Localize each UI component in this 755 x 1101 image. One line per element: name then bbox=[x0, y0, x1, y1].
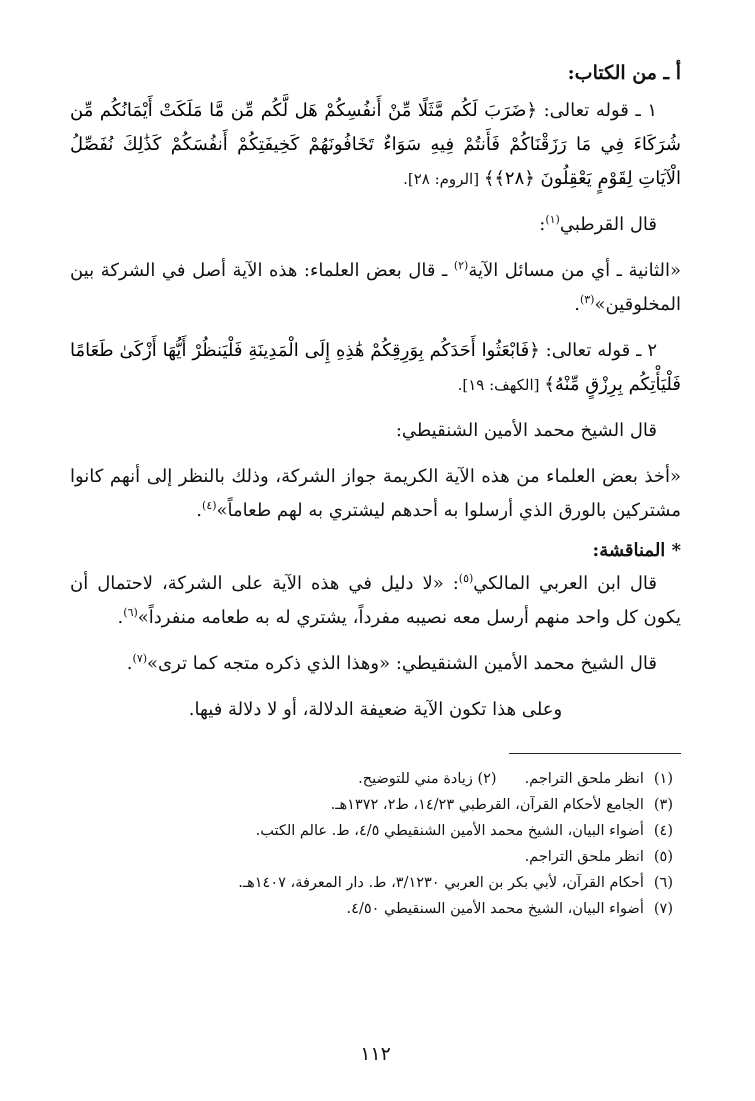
quote-4-text: قال الشيخ محمد الأمين الشنقيطي: «وهذا الذي ذكره متجه كما ترى» bbox=[147, 653, 657, 674]
footnote-row-6 bbox=[70, 870, 681, 896]
item-1-paragraph bbox=[70, 94, 681, 196]
item-1-reference: [الروم: ٢٨]. bbox=[403, 170, 484, 188]
footnote-number-4: (٤) bbox=[653, 823, 673, 839]
footnote-ref-1: (١) bbox=[545, 213, 560, 226]
section-heading: أ ـ من الكتاب: bbox=[567, 62, 681, 84]
footnote-text-2: زيادة مني للتوضيح. bbox=[358, 771, 473, 787]
footnote-number-2: (٢) bbox=[477, 771, 497, 787]
footnote-text-4: أضواء البيان، الشيخ محمد الأمين الشنقيطي ٤/٥، ط. عالم الكتب. bbox=[255, 823, 644, 839]
footnote-number-5: (٥) bbox=[653, 849, 673, 865]
footnote-row-3 bbox=[70, 792, 681, 818]
footnote-ref-7: (٧) bbox=[132, 652, 148, 665]
footnote-text-1: انظر ملحق التراجم. bbox=[524, 771, 644, 787]
item-2-paragraph bbox=[70, 334, 681, 402]
footnote-row-1-2 bbox=[70, 766, 681, 792]
footnote-divider bbox=[509, 753, 681, 754]
qurtubi-quote bbox=[70, 254, 681, 322]
footnote-ref-4: (٤) bbox=[202, 499, 217, 512]
item-1-verse: ﴿ضَرَبَ لَكُم مَّثَلًا مِّنْ أَنفُسِكُمْ هَل لَّكُم مِّن مَّا مَلَكَتْ أَيْمَانُكُم مِّن شُرَكَاءَ فِي مَا رَزَقْنَاكُمْ فَأَنتُمْ فِيهِ سَوَاءٌ تَخَافُونَهُمْ كَخِيفَتِكُمْ أَنفُسَكُمْ كَذَٰلِكَ نُفَصِّلُ الْآيَاتِ لِقَوْمٍ يَعْقِلُونَ ﴿٢٨﴾﴾ bbox=[70, 100, 681, 189]
quote-1-end: . bbox=[574, 294, 580, 315]
footnote-number-3: (٣) bbox=[653, 797, 673, 813]
shanqiti-quote bbox=[70, 460, 681, 528]
item-2-verse: ﴿فَابْعَثُوا أَحَدَكُم بِوَرِقِكُمْ هَٰذِهِ إِلَى الْمَدِينَةِ فَلْيَنظُرْ أَيُّهَا أَزْكَىٰ طَعَامًا فَلْيَأْتِكُم بِرِزْقٍ مِّنْهُ﴾ bbox=[70, 340, 681, 395]
footnote-row-7 bbox=[70, 896, 681, 922]
item-1-intro: ١ ـ قوله تعالى: bbox=[537, 100, 657, 121]
footnotes bbox=[70, 766, 681, 922]
qurtubi-label: قال القرطبي bbox=[559, 214, 657, 235]
footnote-text-5: انظر ملحق التراجم. bbox=[524, 849, 644, 865]
ibn-arabi-quote bbox=[70, 567, 681, 635]
footnote-number-6: (٦) bbox=[653, 875, 673, 891]
footnote-ref-6: (٦) bbox=[123, 606, 138, 619]
quote-3-end: . bbox=[117, 607, 124, 628]
discussion-heading: * المناقشة: bbox=[592, 540, 681, 561]
footnote-ref-3: (٣) bbox=[579, 293, 595, 306]
shanqiti-agreement bbox=[70, 647, 681, 681]
quote-2-end: . bbox=[196, 500, 203, 521]
qurtubi-colon: : bbox=[539, 214, 546, 235]
quote-3-lead: قال ابن العربي المالكي bbox=[473, 573, 657, 594]
item-2-intro: ٢ ـ قوله تعالى: bbox=[539, 340, 657, 361]
quote-4-end: . bbox=[126, 653, 133, 674]
footnote-row-4 bbox=[70, 818, 681, 844]
footnote-ref-5: (٥) bbox=[458, 572, 474, 585]
shanqiti-attribution: قال الشيخ محمد الأمين الشنقيطي: bbox=[395, 420, 657, 441]
quote-2-text: «أخذ بعض العلماء من هذه الآية الكريمة جواز الشركة، وذلك بالنظر إلى أنهم كانوا مشتركين بالورق الذي أرسلوا به أحدهم ليشتري به لهم طعاماً» bbox=[70, 466, 681, 521]
item-2-reference: [الكهف: ١٩]. bbox=[457, 376, 545, 394]
quote-1-part-2: ـ قال بعض العلماء: هذه الآية أصل في الشركة بين المخلوقين» bbox=[70, 260, 681, 315]
footnote-row-5 bbox=[70, 844, 681, 870]
footnote-ref-2: (٢) bbox=[453, 259, 469, 272]
footnote-text-3: الجامع لأحكام القرآن، القرطبي ١٤/٢٣، ط٢، ١٣٧٢هـ. bbox=[330, 797, 644, 813]
page-number: ١١٢ bbox=[360, 1043, 391, 1065]
footnote-text-6: أحكام القرآن، لأبي بكر بن العربي ٣/١٢٣٠، ط. دار المعرفة، ١٤٠٧هـ. bbox=[238, 875, 644, 891]
page-body bbox=[70, 62, 682, 1065]
footnote-number-7: (٧) bbox=[653, 901, 673, 917]
footnote-text-7: أضواء البيان، الشيخ محمد الأمين السنقيطي ٤/٥٠. bbox=[346, 901, 644, 917]
qurtubi-attribution bbox=[70, 208, 681, 242]
footnote-number-1: (١) bbox=[653, 771, 673, 787]
quote-1-part-1: «الثانية ـ أي من مسائل الآية bbox=[468, 260, 682, 281]
quote-3-text: : «لا دليل في هذه الآية على الشركة، لاحتمال أن يكون كل واحد منهم أرسل معه نصيبه مفرداً، يشتري له به طعامه منفرداً» bbox=[70, 573, 681, 628]
conclusion: وعلى هذا تكون الآية ضعيفة الدلالة، أو لا دلالة فيها. bbox=[188, 699, 563, 720]
